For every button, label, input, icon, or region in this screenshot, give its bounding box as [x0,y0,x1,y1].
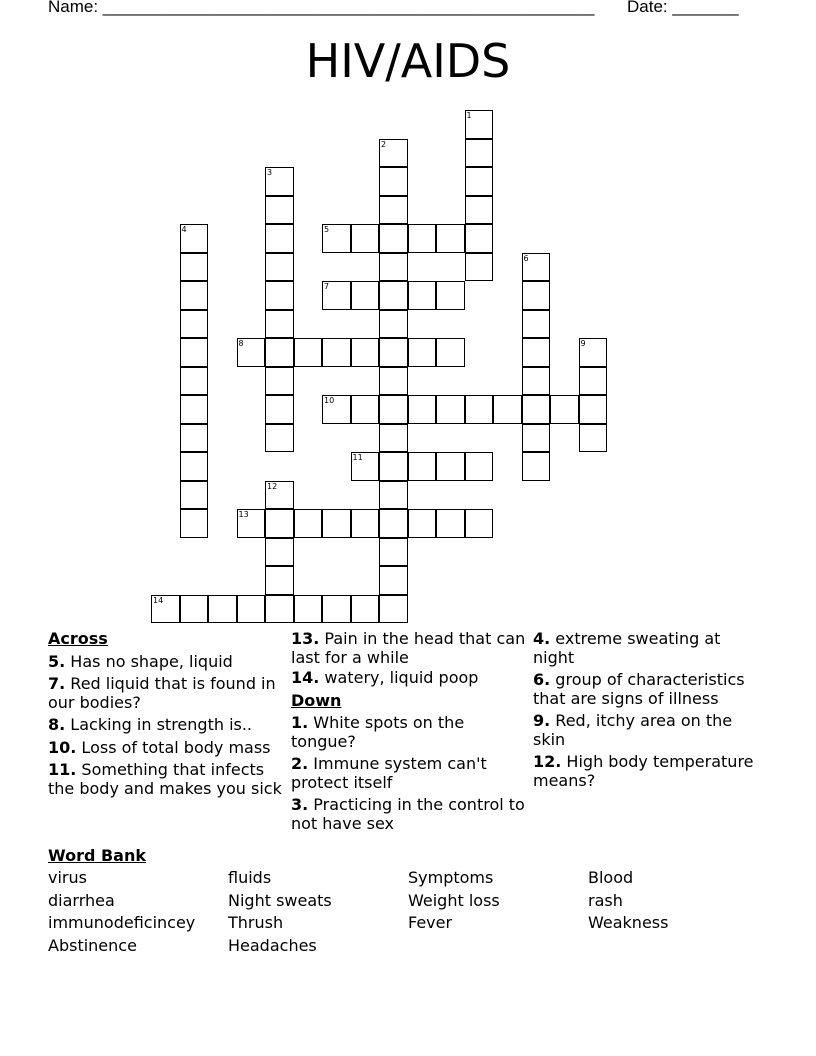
crossword-cell[interactable] [180,395,209,424]
clue-across-14 [291,669,526,688]
crossword-cell[interactable] [379,481,408,510]
crossword-cell[interactable] [436,395,465,424]
crossword-cell[interactable] [265,481,294,510]
clue-down-12 [533,753,758,790]
crossword-cell[interactable] [265,196,294,225]
crossword-cell[interactable] [379,452,408,481]
clue-number-label: 7 [324,282,330,291]
crossword-cell[interactable] [265,395,294,424]
clue-text: White spots on the tongue? [291,713,465,751]
crossword-cell[interactable] [294,595,323,624]
clue-down-1 [291,714,526,751]
clue-number-label: 3 [267,168,273,177]
clue-across-13 [291,630,526,667]
crossword-cell[interactable] [180,224,209,253]
clue-number-label: 5 [324,225,330,234]
crossword-cell[interactable] [436,338,465,367]
crossword-cell[interactable] [180,481,209,510]
crossword-cell[interactable] [436,509,465,538]
clue-text: Has no shape, liquid [65,651,233,671]
crossword-cell[interactable] [379,253,408,282]
clue-number-label: 14 [153,595,164,605]
clue-number-label: 11 [352,453,363,462]
clue-number: 14. [291,668,320,687]
crossword-cell[interactable] [550,395,579,424]
word-bank-item: Blood [588,868,634,887]
clue-across-7 [48,675,283,712]
crossword-cell[interactable] [351,224,380,253]
clue-number-label: 9 [580,339,586,348]
name-label: Name: [48,0,99,16]
crossword-cell[interactable] [465,253,494,282]
crossword-cell[interactable] [351,395,380,424]
crossword-cell[interactable] [522,367,551,396]
clue-number: 8. [48,715,66,734]
crossword-cell[interactable] [265,509,294,538]
crossword-cell[interactable] [208,595,237,624]
crossword-cell[interactable] [379,310,408,339]
crossword-cell[interactable] [351,595,380,624]
down-heading: Down [291,690,342,710]
crossword-cell[interactable] [351,452,380,481]
crossword-cell[interactable] [465,139,494,168]
clue-number: 12. [533,752,562,771]
crossword-cell[interactable] [436,281,465,310]
across-heading: Across [48,629,108,648]
crossword-cell[interactable] [265,424,294,453]
clue-number: 2. [291,754,309,773]
word-bank-item: Symptoms [408,868,494,887]
word-bank-item: Weight loss [408,891,500,910]
clue-number: 3. [291,795,309,814]
crossword-cell[interactable] [180,253,209,282]
crossword-cell[interactable] [322,281,351,310]
crossword-cell[interactable] [379,509,408,538]
clue-across-5 [48,653,283,672]
clue-text: extreme sweating at night [533,629,721,667]
clue-down-4 [533,630,758,667]
crossword-cell[interactable] [351,281,380,310]
clues-column-1 [48,630,283,802]
crossword-cell[interactable] [465,224,494,253]
crossword-cell[interactable] [522,338,551,367]
crossword-cell[interactable] [180,424,209,453]
word-bank-item: diarrhea [48,891,115,910]
crossword-cell[interactable] [522,452,551,481]
clue-number-label: 4 [181,225,187,234]
clues-column-3 [533,630,758,794]
clue-text: watery, liquid poop [319,668,479,687]
crossword-cell[interactable] [408,281,437,310]
clue-across-8 [48,716,283,735]
clue-number: 10. [48,737,77,757]
crossword-cell[interactable] [265,538,294,567]
clue-number-label: 10 [324,396,335,405]
word-bank-item: Fever [408,913,453,932]
crossword-cell[interactable] [294,509,323,538]
crossword-cell[interactable] [180,310,209,339]
crossword-cell[interactable] [493,395,522,424]
clue-down-3 [291,796,526,833]
crossword-cell[interactable] [237,338,266,367]
crossword-cell[interactable] [237,595,266,624]
crossword-cell[interactable] [265,281,294,310]
clue-text: Red, itchy area on the skin [533,711,733,749]
clue-number-label: 13 [238,510,249,519]
clue-number: 1. [291,713,309,732]
crossword-cell[interactable] [408,338,437,367]
crossword-cell[interactable] [322,509,351,538]
clue-number: 9. [533,711,551,730]
crossword-cell[interactable] [180,509,209,538]
clue-number-label: 8 [238,339,244,348]
crossword-cell[interactable] [180,338,209,367]
clue-text: Lacking in strength is.. [65,715,253,734]
crossword-cell[interactable] [151,595,180,624]
date-label: Date: [627,0,668,16]
clue-number: 5. [48,651,66,671]
clue-down-2 [291,755,526,792]
crossword-cell[interactable] [265,253,294,282]
crossword-cell[interactable] [379,338,408,367]
name-blank[interactable]: ____________________________________________________ [98,0,595,16]
crossword-cell[interactable] [180,367,209,396]
crossword-cell[interactable] [294,338,323,367]
crossword-cell[interactable] [465,110,494,139]
page-title: HIV/AIDS [305,34,511,88]
crossword-cell[interactable] [579,338,608,367]
clue-across-10 [48,739,283,758]
crossword-cell[interactable] [265,338,294,367]
crossword-cell[interactable] [322,395,351,424]
crossword-cell[interactable] [379,167,408,196]
crossword-cell[interactable] [408,509,437,538]
date-blank[interactable]: _______ [667,0,739,16]
crossword-cell[interactable] [579,367,608,396]
crossword-cell[interactable] [408,452,437,481]
clue-number-label: 6 [523,253,529,263]
clue-number-label: 1 [466,111,472,120]
crossword-cell[interactable] [379,395,408,424]
word-bank-item: Weakness [588,913,669,932]
crossword-cell[interactable] [436,452,465,481]
crossword-cell[interactable] [265,224,294,253]
crossword-cell[interactable] [522,281,551,310]
clue-number-label: 12 [267,481,278,491]
crossword-cell[interactable] [379,595,408,624]
word-bank-item: rash [588,891,623,910]
crossword-cell[interactable] [379,139,408,168]
crossword-cell[interactable] [408,395,437,424]
crossword-cell[interactable] [522,310,551,339]
clue-text: Loss of total body mass [76,737,271,757]
crossword-cell[interactable] [265,310,294,339]
crossword-cell[interactable] [379,424,408,453]
word-bank-item: Abstinence [48,936,137,955]
crossword-cell[interactable] [379,196,408,225]
clue-across-11 [48,761,283,798]
crossword-cell[interactable] [351,509,380,538]
crossword-cell[interactable] [522,395,551,424]
crossword-cell[interactable] [322,595,351,624]
crossword-cell[interactable] [180,595,209,624]
clue-number: 7. [48,674,66,693]
crossword-cell[interactable] [351,338,380,367]
crossword-cell[interactable] [379,224,408,253]
crossword-cell[interactable] [265,367,294,396]
clue-down-9 [533,712,758,749]
crossword-cell[interactable] [265,566,294,595]
clue-text: Practicing in the control to not have sex [291,795,525,833]
clue-number: 4. [533,629,551,648]
word-bank-item: Night sweats [228,891,332,910]
crossword-cell[interactable] [465,452,494,481]
clue-text: High body temperature means? [533,752,754,790]
clue-text: Red liquid that is found in our bodies? [48,674,276,712]
crossword-cell[interactable] [237,509,266,538]
clue-text: Something that infects the body and makes you sick [48,760,282,798]
crossword-cell[interactable] [522,253,551,282]
crossword-cell[interactable] [379,367,408,396]
crossword-cell[interactable] [436,224,465,253]
crossword-cell[interactable] [322,224,351,253]
word-bank-item: immunodeficincey [48,913,196,932]
crossword-cell[interactable] [465,167,494,196]
crossword-cell[interactable] [408,224,437,253]
crossword-cell[interactable] [579,424,608,453]
crossword-cell[interactable] [322,338,351,367]
crossword-cell[interactable] [379,281,408,310]
clue-text: group of characteristics that are signs of illness [533,670,745,708]
clue-down-6 [533,671,758,708]
crossword-cell[interactable] [579,395,608,424]
crossword-cell[interactable] [265,167,294,196]
crossword-cell[interactable] [465,395,494,424]
word-bank-item: fluids [228,868,272,887]
crossword-cell[interactable] [180,281,209,310]
word-bank-item: Thrush [228,913,284,932]
word-bank-item: Headaches [228,936,317,955]
crossword-cell[interactable] [265,595,294,624]
word-bank-heading: Word Bank [48,846,147,865]
word-bank-item: virus [48,868,87,887]
clue-number: 13. [291,629,320,648]
crossword-cell[interactable] [379,538,408,567]
crossword-cell[interactable] [180,452,209,481]
clue-number-label: 2 [381,139,387,149]
crossword-cell[interactable] [465,509,494,538]
clue-number: 6. [533,670,551,689]
clue-text: Pain in the head that can last for a while [291,629,526,667]
crossword-cell[interactable] [522,424,551,453]
clue-number: 11. [48,760,77,779]
crossword-cell[interactable] [465,196,494,225]
clue-text: Immune system can't protect itself [291,754,487,792]
clues-column-2 [291,630,526,837]
crossword-cell[interactable] [379,566,408,595]
